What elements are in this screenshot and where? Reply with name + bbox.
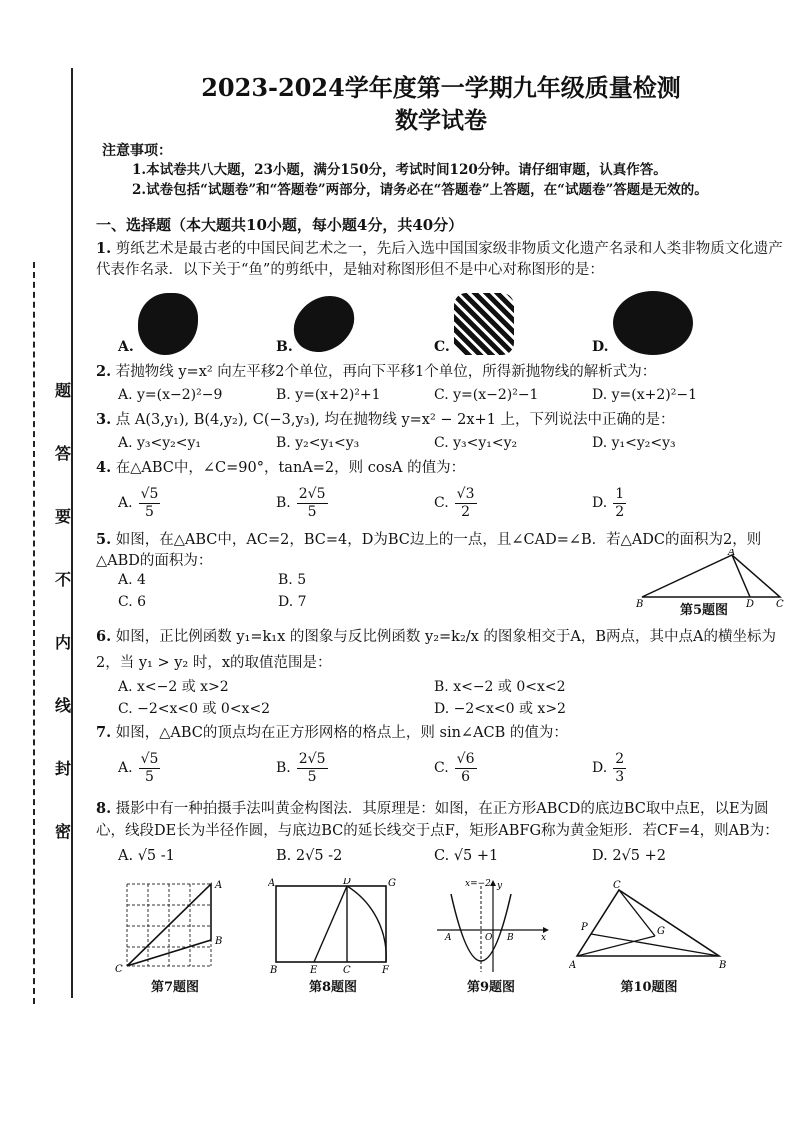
option-a[interactable]: A. √5 -1 — [118, 848, 175, 864]
option-b[interactable]: B. y₂<y₁<y₃ — [276, 435, 360, 451]
binding-char: 线 — [54, 696, 71, 715]
question-number: 1. — [96, 240, 112, 257]
figure-10 — [570, 878, 728, 1002]
option-c[interactable]: C. √5 +1 — [434, 848, 499, 864]
label-a: A — [215, 880, 223, 891]
section-heading: 一、选择题（本大题共10小题，每小题4分，共40分） — [96, 216, 464, 234]
option-a[interactable]: A. 4 — [118, 572, 146, 588]
figure-caption: 第8题图 — [308, 980, 358, 995]
q3-options — [118, 431, 786, 455]
question-text: 在△ABC中，∠C=90°，tanA=2，则 cosA 的值为： — [115, 460, 466, 476]
label-d: D — [746, 599, 755, 609]
figure-caption: 第5题图 — [680, 603, 729, 618]
fraction: $\frac{√5}{5}$ — [140, 750, 159, 785]
figure-row — [96, 878, 786, 1002]
question-8: 8. 摄影中有一种拍摄手法叫黄金构图法．其原理是：如图，在正方形ABCD的底边BC取中点E，以E为圆心，线段DE长为半径作圆，与底边BC的延长线交于点F，矩形ABFG称为黄金矩形．若CF=4，则AB为： — [96, 800, 779, 839]
question-text: 点 A(3,y₁), B(4,y₂), C(−3,y₃), 均在抛物线 y=x² − 2x+1 上，下列说法中正确的是： — [115, 412, 675, 428]
label-x: x — [541, 933, 547, 943]
option-d[interactable]: D. −2<x<0 或 x>2 — [434, 701, 566, 717]
option-c[interactable]: C. $\frac{√3}{2}$ — [434, 485, 475, 520]
question-6: 6. 如图，正比例函数 y₁=k₁x 的图象与反比例函数 y₂=k₂/x 的图象相交于A，B两点，其中点A的横坐标为2，当 y₁ > y₂ 时，x的取值范围是： — [96, 628, 777, 671]
label-a: A — [445, 933, 452, 943]
label-f: F — [382, 965, 389, 974]
label-b: B — [215, 936, 223, 947]
label-g: G — [388, 878, 396, 889]
label-p: P — [581, 922, 588, 933]
binding-char: 不 — [54, 570, 71, 589]
fraction: $\frac{2√5}{5}$ — [298, 485, 326, 520]
figure-7 — [96, 878, 254, 1002]
option-b[interactable]: B. y=(x+2)²+1 — [276, 387, 381, 403]
fraction: $\frac{√6}{6}$ — [456, 750, 475, 785]
option-c[interactable]: C. −2<x<0 或 0<x<2 — [118, 701, 271, 717]
figure-5 — [636, 549, 786, 618]
q1-options — [118, 281, 786, 355]
binding-char: 要 — [54, 507, 71, 526]
note-item: 2.试卷包括“试题卷”和“答题卷”两部分，请务必在“答题卷”上答题，在“试题卷”答题是无效的。 — [132, 182, 708, 198]
option-b[interactable]: B. x<−2 或 0<x<2 — [434, 679, 566, 695]
label-c: C — [776, 599, 784, 609]
question-text: 如图，正比例函数 y₁=k₁x 的图象与反比例函数 y₂=k₂/x 的图象相交于A，B两点，其中点A的横坐标为2，当 y₁ > y₂ 时，x的取值范围是： — [96, 629, 777, 671]
binding-char: 密 — [54, 822, 71, 841]
question-5: 5. 如图，在△ABC中，AC=2，BC=4，D为BC边上的一点，且∠CAD=∠B．若△ADC的面积为2，则△ABD的面积为： — [96, 531, 762, 569]
label-o: O — [485, 933, 493, 943]
label-axis-symmetry: x=−2 — [465, 879, 491, 889]
figure-caption: 第9题图 — [466, 980, 516, 995]
figure-9 — [412, 878, 570, 1002]
q6-options — [118, 676, 786, 720]
parabola-figure — [431, 878, 551, 974]
q7-options — [118, 744, 786, 792]
option-b[interactable]: B. 5 — [278, 572, 307, 588]
fish-papercut-a-icon — [138, 293, 198, 355]
label-a: A — [268, 878, 276, 889]
binding-char: 内 — [54, 633, 71, 652]
option-d[interactable]: D. — [592, 291, 750, 355]
option-d[interactable]: D. 7 — [278, 594, 307, 610]
fraction: $\frac{√3}{2}$ — [456, 485, 475, 520]
label-a: A — [569, 960, 577, 971]
label-y: y — [497, 881, 503, 891]
notes-heading: 注意事项： — [102, 143, 172, 159]
fish-papercut-d-icon — [613, 291, 693, 355]
option-b[interactable]: B. $\frac{2√5}{5}$ — [276, 750, 326, 785]
golden-rectangle-figure — [268, 878, 398, 974]
fraction: $\frac{√5}{5}$ — [140, 485, 159, 520]
exam-page — [96, 72, 786, 1002]
option-d[interactable]: D. y=(x+2)²−1 — [592, 387, 697, 403]
binding-char: 答 — [54, 444, 71, 463]
label-c: C — [343, 965, 351, 974]
binding-char: 题 — [54, 381, 71, 400]
exam-title: 2023-2024学年度第一学期九年级质量检测 — [201, 73, 681, 102]
label-e: E — [310, 965, 318, 974]
option-b[interactable]: B. $\frac{2√5}{5}$ — [276, 485, 326, 520]
label-b: B — [719, 960, 727, 971]
option-a[interactable]: A. y₃<y₂<y₁ — [118, 435, 202, 451]
option-b[interactable]: B. — [276, 293, 434, 355]
triangle-centroid-figure — [569, 878, 729, 974]
binding-warning — [52, 378, 74, 842]
option-d[interactable]: D. $\frac{1}{2}$ — [592, 485, 625, 520]
option-c[interactable]: C. y=(x−2)²−1 — [434, 387, 539, 403]
option-a[interactable]: A. $\frac{√5}{5}$ — [118, 750, 159, 785]
option-c[interactable]: C. 6 — [118, 594, 147, 610]
option-c[interactable]: C. y₃<y₁<y₂ — [434, 435, 518, 451]
question-2: 2. 若抛物线 y=x² 向左平移2个单位，再向下平移1个单位，所得新抛物线的解析式为： — [96, 363, 657, 380]
option-b[interactable]: B. 2√5 -2 — [276, 848, 343, 864]
label-c: C — [115, 964, 123, 974]
label-b: B — [636, 599, 644, 609]
question-text: 摄影中有一种拍摄手法叫黄金构图法．其原理是：如图，在正方形ABCD的底边BC取中点E，以E为圆心，线段DE长为半径作圆，与底边BC的延长线交于点F，矩形ABFG称为黄金矩形．若CF=4，则AB为： — [96, 801, 779, 839]
option-a[interactable]: A. — [118, 293, 276, 355]
question-text: 如图，在△ABC中，AC=2，BC=4，D为BC边上的一点，且∠CAD=∠B．若△ADC的面积为2，则△ABD的面积为： — [96, 532, 762, 569]
figure-8 — [254, 878, 412, 1002]
note-item: 1.本试卷共八大题，23小题，满分150分，考试时间120分钟。请仔细审题，认真作答。 — [132, 162, 667, 178]
exam-subtitle: 数学试卷 — [395, 107, 487, 134]
label-c: C — [613, 880, 621, 891]
grid-figure — [115, 878, 235, 974]
option-d[interactable]: D. 2√5 +2 — [592, 848, 667, 864]
q4-options — [118, 479, 786, 527]
fraction: $\frac{1}{2}$ — [615, 485, 625, 520]
question-4: 4. 在△ABC中，∠C=90°，tanA=2，则 cosA 的值为： — [96, 459, 466, 476]
option-a[interactable]: A. $\frac{√5}{5}$ — [118, 485, 159, 520]
label-g: G — [657, 926, 665, 937]
binding-char: 封 — [54, 759, 71, 778]
q8-options — [118, 842, 786, 870]
question-5-block — [96, 529, 786, 616]
question-text: 若抛物线 y=x² 向左平移2个单位，再向下平移1个单位，所得新抛物线的解析式为： — [115, 364, 657, 380]
fish-papercut-c-icon — [454, 293, 514, 355]
question-text: 如图，△ABC的顶点均在正方形网格的格点上，则 sin∠ACB 的值为： — [115, 725, 568, 741]
option-c[interactable]: C. $\frac{√6}{6}$ — [434, 750, 475, 785]
label-b: B — [507, 933, 514, 943]
label-d: D — [343, 878, 352, 887]
fraction: $\frac{2}{3}$ — [615, 750, 625, 785]
q2-options — [118, 383, 786, 407]
option-d[interactable]: D. $\frac{2}{3}$ — [592, 750, 625, 785]
question-text: 剪纸艺术是最古老的中国民间艺术之一，先后入选中国国家级非物质文化遗产名录和人类非物质文化遗产代表作名录．以下关于“鱼”的剪纸中，是轴对称图形但不是中心对称图形的是： — [96, 241, 783, 278]
label-a: A — [728, 549, 736, 558]
figure-caption: 第7题图 — [150, 980, 200, 995]
figure-caption: 第10题图 — [620, 980, 678, 995]
binding-dashed-line — [33, 262, 35, 1004]
option-a[interactable]: A. x<−2 或 x>2 — [118, 679, 229, 695]
fish-papercut-b-icon — [285, 284, 363, 365]
q5-options — [118, 572, 438, 616]
option-c[interactable]: C. — [434, 293, 592, 355]
option-d[interactable]: D. y₁<y₂<y₃ — [592, 435, 676, 451]
option-a[interactable]: A. y=(x−2)²−9 — [118, 387, 223, 403]
label-b: B — [270, 965, 278, 974]
fraction: $\frac{2√5}{5}$ — [298, 750, 326, 785]
question-3: 3. 点 A(3,y₁), B(4,y₂), C(−3,y₃), 均在抛物线 y=x² − 2x+1 上，下列说法中正确的是： — [96, 411, 675, 428]
question-7: 7. 如图，△ABC的顶点均在正方形网格的格点上，则 sin∠ACB 的值为： — [96, 724, 568, 741]
question-1 — [96, 238, 786, 281]
